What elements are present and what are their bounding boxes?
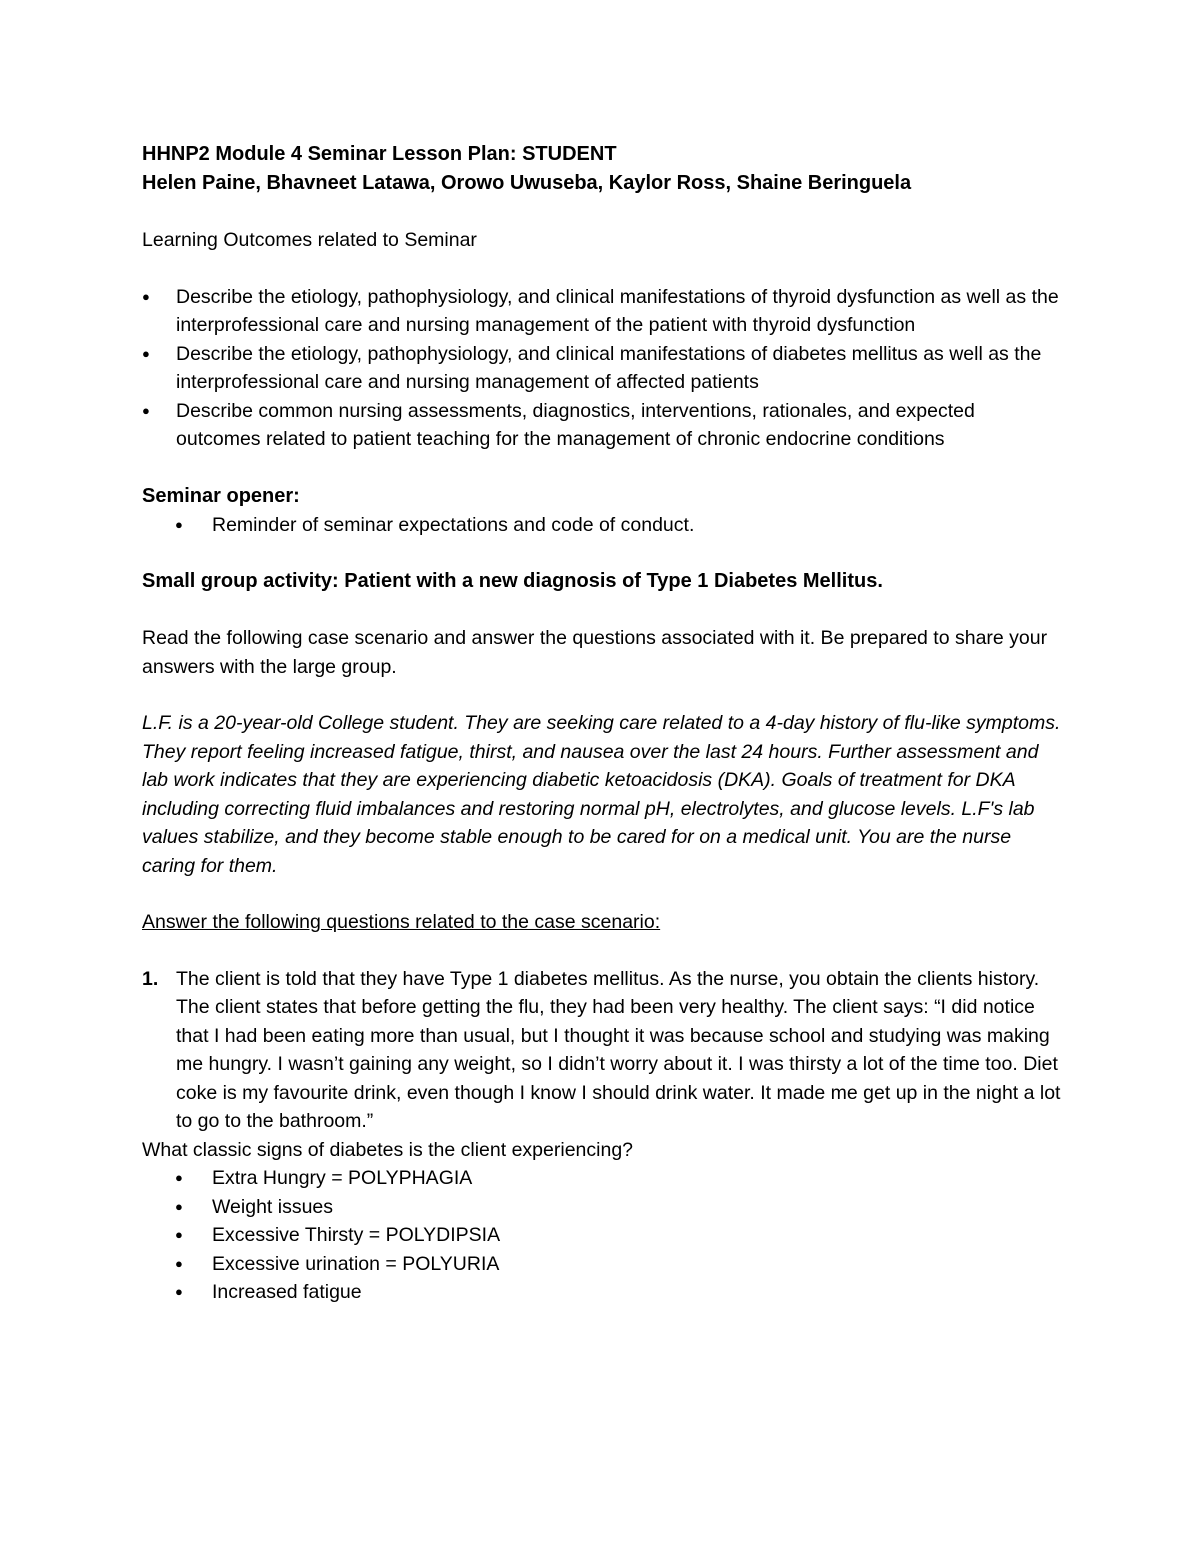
spacer [142, 880, 1062, 908]
question-text: The client is told that they have Type 1 diabetes mellitus. As the nurse, you obtain the clients history. The client states that before getting the flu, they had been very healthy. The client says: “I did notice that I had been eating more than usual, but I thought it was because school and studying was making me hungry. I wasn’t gaining any weight, so I didn’t worry about it. I was thirsty a lot of the time too. Diet coke is my favourite drink, even though I know I should drink water. It made me get up in the night a lot to go to the bathroom.” [176, 967, 1061, 1132]
seminar-opener-heading: Seminar opener: [142, 484, 300, 507]
learning-outcomes-list [142, 283, 1062, 454]
questions-list [142, 965, 1062, 1136]
follow-up-question: What classic signs of diabetes is the client experiencing? [142, 1138, 634, 1161]
list-item: ● Excessive Thirsty = POLYDIPSIA [142, 1221, 1062, 1250]
spacer [142, 681, 1062, 709]
document-authors: Helen Paine, Bhavneet Latawa, Orowo Uwuseba, Kaylor Ross, Shaine Beringuela [142, 172, 912, 194]
document-title: HHNP2 Module 4 Seminar Lesson Plan: STUDENT [142, 143, 617, 165]
spacer [142, 539, 1062, 567]
spacer [142, 454, 1062, 482]
case-scenario-paragraph: L.F. is a 20-year-old College student. They are seeking care related to a 4-day history of flu-like symptoms. They report feeling increased fatigue, thirst, and nausea over the last 24 hours. Further assessment and lab work indicates that they are experiencing diabetic ketoacidosis (DKA). Goals of treatment for DKA including correcting fluid imbalances and restoring normal pH, electrolytes, and glucose levels. L.F's lab values stabilize, and they become stable enough to be cared for on a medical unit. You are the nurse caring for them. [142, 712, 1061, 877]
spacer [142, 596, 1062, 624]
spacer [142, 255, 1062, 283]
question-item [142, 965, 1062, 1136]
list-item: ● Reminder of seminar expectations and code of conduct. [142, 511, 1062, 540]
spacer [142, 198, 1062, 226]
list-item: ● Extra Hungry = POLYPHAGIA [142, 1164, 1062, 1193]
instructions-paragraph: Read the following case scenario and answer the questions associated with it. Be prepared to share your answers with the large group. [142, 627, 1048, 678]
answers-list [142, 1164, 1062, 1307]
seminar-opener-list [142, 511, 1062, 540]
questions-heading: Answer the following questions related to the case scenario: [142, 911, 661, 933]
list-item: ● Describe the etiology, pathophysiology, and clinical manifestations of thyroid dysfunction as well as the interprofessional care and nursing management of the patient with thyroid dysfunction [142, 283, 1062, 340]
spacer [142, 937, 1062, 965]
list-item: ● Increased fatigue [142, 1278, 1062, 1307]
list-item: ● Describe common nursing assessments, diagnostics, interventions, rationales, and expected outcomes related to patient teaching for the management of chronic endocrine conditions [142, 397, 1062, 454]
learning-outcomes-heading: Learning Outcomes related to Seminar [142, 229, 477, 251]
list-item: ● Weight issues [142, 1193, 1062, 1222]
list-item: ● Describe the etiology, pathophysiology, and clinical manifestations of diabetes mellitus as well as the interprofessional care and nursing management of affected patients [142, 340, 1062, 397]
question-number: 1. [142, 967, 159, 990]
document-page [142, 140, 1062, 1307]
list-item: ● Excessive urination = POLYURIA [142, 1250, 1062, 1279]
small-group-heading: Small group activity: Patient with a new diagnosis of Type 1 Diabetes Mellitus. [142, 570, 883, 592]
